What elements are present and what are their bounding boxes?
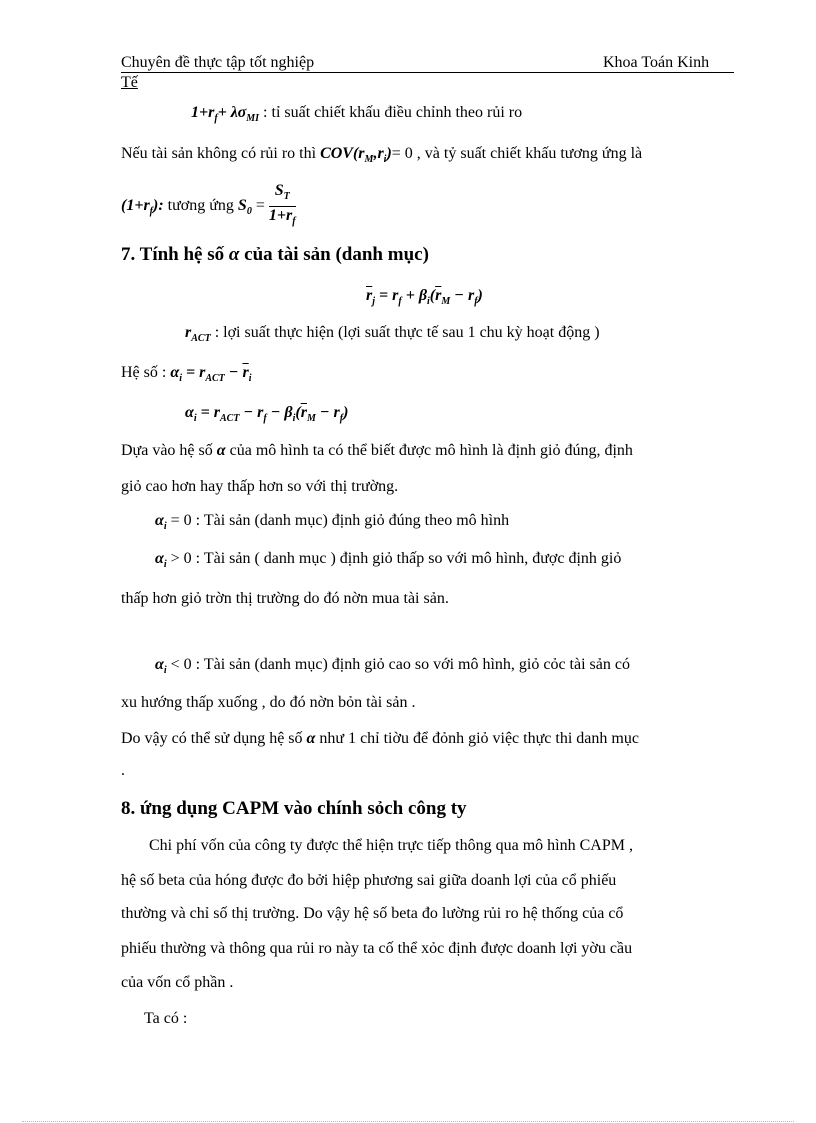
discount-rate-line: $1+r_f+ \lambda\sigma_{MI}$ : tỉ suất chiết khấu điều chỉnh theo rủi ro: [191, 104, 523, 124]
s0-formula-line: $(1+r_f)$: tương ứng $S_0$ = $\frac{S_T}{1+r_f}$: [121, 182, 296, 231]
page-bottom-border: [22, 1121, 794, 1122]
case-alpha-positive-cont: thấp hơn giỏ trờn thị trường do đó nờn mua tài sản.: [121, 590, 449, 607]
case-alpha-negative-cont: xu hướng thấp xuống , do đó nờn bỏn tài sản .: [121, 694, 416, 711]
section-8-para-line-3: thường và chỉ số thị trường. Do vậy hệ số beta đo lường rủi ro hệ thống của cổ: [121, 905, 624, 922]
paragraph-alpha-intro-2: giỏ cao hơn hay thấp hơn so với thị trường.: [121, 478, 399, 495]
header-right: Khoa Toán Kinh: [603, 54, 710, 71]
section-7-heading: 7. Tính hệ số α của tài sản (danh mục): [121, 244, 429, 265]
case-alpha-positive: $\alpha_i > 0$ : Tài sản ( danh mục ) định giỏ thấp so với mô hình, được định giỏ: [155, 550, 622, 570]
capm-equation: $\overline{r}_j = r_f + \beta_i(\overline{r}_M - r_f)$: [366, 287, 483, 307]
s0-fraction: $\frac{S_T}{1+r_f}$: [268, 182, 296, 227]
section-8-para-line-1: Chi phí vốn của công ty được thể hiện trực tiếp thông qua mô hình CAPM ,: [149, 837, 633, 854]
alpha-expanded-equation: $\alpha_i = r_{ACT} - r_f - \beta_i(\overline{r}_M - r_f)$: [185, 404, 349, 424]
section-8-para-line-5: của vốn cổ phần .: [121, 974, 234, 991]
section-8-para-line-2: hệ số beta của hóng được đo bởi hiệp phương sai giữa doanh lợi của cổ phiếu: [121, 872, 617, 889]
case-alpha-negative: $\alpha_i < 0$ : Tài sản (danh mục) định giỏ cao so với mô hình, giỏ cỏc tài sản có: [155, 656, 630, 676]
ract-definition: $r_{ACT}$ : lợi suất thực hiện (lợi suất thực tế sau 1 chu kỳ hoạt động ): [185, 324, 600, 344]
paragraph-alpha-usage-dot: .: [121, 762, 125, 779]
section-8-para-line-4: phiếu thường và thông qua rủi ro này ta cố thể xỏc định được doanh lợi yờu cầu: [121, 940, 633, 957]
case-alpha-zero: $\alpha_i = 0$ : Tài sản (danh mục) định giỏ đúng theo mô hình: [155, 512, 510, 532]
risk-free-line: Nếu tài sản không có rủi ro thì $COV(r_M,r_i)= 0$ , và tỷ suất chiết khấu tương ứng là: [121, 145, 643, 165]
paragraph-alpha-usage: Do vậy có thể sử dụng hệ số α như 1 chỉ tiờu để đỏnh giỏ việc thực thi danh mục: [121, 730, 639, 747]
paragraph-alpha-intro-1: Dựa vào hệ số α của mô hình ta có thể biết được mô hình là định giỏ đúng, định: [121, 442, 633, 459]
header-underline: [121, 72, 734, 73]
section-8-heading: 8. ứng dụng CAPM vào chính sỏch công ty: [121, 798, 467, 819]
header-wrap: Tế: [121, 74, 138, 91]
header-left: Chuyên đề thực tập tốt nghiệp: [121, 54, 315, 71]
alpha-definition: Hệ số : $\alpha_i = r_{ACT} - \overline{r}_i$: [121, 364, 252, 384]
ta-co-line: Ta có :: [144, 1010, 188, 1027]
